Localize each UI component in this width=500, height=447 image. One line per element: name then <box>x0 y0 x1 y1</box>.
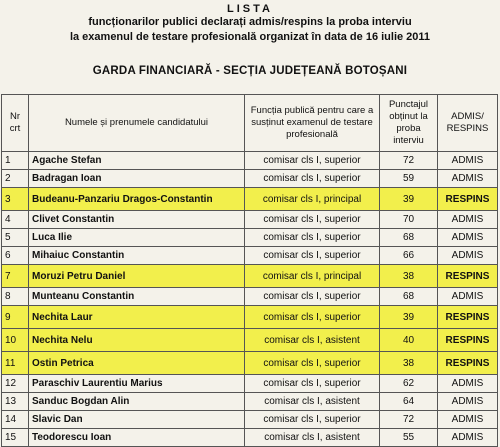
cell-function: comisar cls I, superior <box>245 170 380 188</box>
cell-function: comisar cls I, superior <box>245 411 380 429</box>
cell-score: 39 <box>380 306 438 329</box>
cell-nr: 14 <box>2 411 29 429</box>
cell-nr: 5 <box>2 229 29 247</box>
table-row <box>2 188 498 211</box>
table-header-row <box>2 95 498 152</box>
cell-candidate-name: Paraschiv Laurentiu Marius <box>29 375 245 393</box>
institution-heading: GARDA FINANCIARĂ - SECȚIA JUDEȚEANĂ BOTOȘANI <box>92 65 408 77</box>
cell-function: comisar cls I, principal <box>245 265 380 288</box>
cell-score: 68 <box>380 229 438 247</box>
cell-result: ADMIS <box>438 288 498 306</box>
cell-nr: 11 <box>2 352 29 375</box>
cell-candidate-name: Budeanu-Panzariu Dragos-Constantin <box>29 188 245 211</box>
document-subtitle-line-1: funcționarilor publici declarați admis/respins la proba interviu <box>88 16 412 28</box>
table-row <box>2 329 498 352</box>
cell-score: 64 <box>380 393 438 411</box>
cell-score: 62 <box>380 375 438 393</box>
column-header-function: Funcția publică pentru care a susținut examenul de testare profesională <box>245 95 380 152</box>
cell-score: 66 <box>380 247 438 265</box>
cell-result: RESPINS <box>438 352 498 375</box>
cell-function: comisar cls I, superior <box>245 288 380 306</box>
table-row <box>2 288 498 306</box>
cell-score: 68 <box>380 288 438 306</box>
column-header-result: ADMIS/ RESPINS <box>438 95 498 152</box>
cell-score: 38 <box>380 265 438 288</box>
table-row <box>2 170 498 188</box>
cell-candidate-name: Agache Stefan <box>29 152 245 170</box>
cell-candidate-name: Nechita Nelu <box>29 329 245 352</box>
cell-score: 55 <box>380 429 438 447</box>
cell-nr: 1 <box>2 152 29 170</box>
cell-function: comisar cls I, asistent <box>245 329 380 352</box>
cell-candidate-name: Ostin Petrica <box>29 352 245 375</box>
cell-function: comisar cls I, principal <box>245 188 380 211</box>
table-row <box>2 247 498 265</box>
cell-function: comisar cls I, superior <box>245 152 380 170</box>
cell-candidate-name: Clivet Constantin <box>29 211 245 229</box>
cell-function: comisar cls I, superior <box>245 247 380 265</box>
cell-candidate-name: Munteanu Constantin <box>29 288 245 306</box>
cell-nr: 8 <box>2 288 29 306</box>
cell-candidate-name: Teodorescu Ioan <box>29 429 245 447</box>
cell-score: 40 <box>380 329 438 352</box>
cell-function: comisar cls I, asistent <box>245 429 380 447</box>
cell-result: ADMIS <box>438 429 498 447</box>
cell-nr: 7 <box>2 265 29 288</box>
table-row <box>2 229 498 247</box>
cell-score: 38 <box>380 352 438 375</box>
cell-function: comisar cls I, superior <box>245 229 380 247</box>
table-row <box>2 429 498 447</box>
cell-score: 39 <box>380 188 438 211</box>
column-header-score: Punctajul obținut la proba interviu <box>380 95 438 152</box>
cell-candidate-name: Moruzi Petru Daniel <box>29 265 245 288</box>
cell-result: ADMIS <box>438 211 498 229</box>
cell-function: comisar cls I, superior <box>245 306 380 329</box>
cell-result: ADMIS <box>438 393 498 411</box>
results-table <box>1 94 498 447</box>
column-header-name: Numele și prenumele candidatului <box>29 95 245 152</box>
cell-function: comisar cls I, asistent <box>245 393 380 411</box>
table-row <box>2 211 498 229</box>
table-row <box>2 352 498 375</box>
cell-candidate-name: Luca Ilie <box>29 229 245 247</box>
cell-score: 72 <box>380 411 438 429</box>
cell-function: comisar cls I, superior <box>245 352 380 375</box>
cell-nr: 9 <box>2 306 29 329</box>
cell-nr: 2 <box>2 170 29 188</box>
cell-nr: 15 <box>2 429 29 447</box>
cell-score: 59 <box>380 170 438 188</box>
cell-candidate-name: Mihaiuc Constantin <box>29 247 245 265</box>
cell-result: RESPINS <box>438 188 498 211</box>
table-body <box>2 152 498 447</box>
table-row <box>2 265 498 288</box>
cell-candidate-name: Sanduc Bogdan Alin <box>29 393 245 411</box>
document-subtitle-line-2: la examenul de testare profesională organizat în data de 16 iulie 2011 <box>69 31 431 43</box>
cell-candidate-name: Nechita Laur <box>29 306 245 329</box>
table-row <box>2 393 498 411</box>
cell-result: ADMIS <box>438 152 498 170</box>
cell-nr: 4 <box>2 211 29 229</box>
cell-result: RESPINS <box>438 329 498 352</box>
table-row <box>2 411 498 429</box>
cell-nr: 6 <box>2 247 29 265</box>
document-title: LISTA <box>227 3 273 15</box>
column-header-nr: Nr crt <box>2 95 29 152</box>
cell-nr: 12 <box>2 375 29 393</box>
cell-result: ADMIS <box>438 170 498 188</box>
cell-result: ADMIS <box>438 411 498 429</box>
cell-result: ADMIS <box>438 247 498 265</box>
cell-score: 72 <box>380 152 438 170</box>
cell-candidate-name: Badragan Ioan <box>29 170 245 188</box>
cell-nr: 10 <box>2 329 29 352</box>
cell-result: ADMIS <box>438 229 498 247</box>
cell-score: 70 <box>380 211 438 229</box>
table-row <box>2 375 498 393</box>
cell-function: comisar cls I, superior <box>245 211 380 229</box>
cell-candidate-name: Slavic Dan <box>29 411 245 429</box>
cell-result: ADMIS <box>438 375 498 393</box>
cell-nr: 3 <box>2 188 29 211</box>
table-row <box>2 152 498 170</box>
cell-function: comisar cls I, superior <box>245 375 380 393</box>
cell-nr: 13 <box>2 393 29 411</box>
cell-result: RESPINS <box>438 306 498 329</box>
table-row <box>2 306 498 329</box>
cell-result: RESPINS <box>438 265 498 288</box>
